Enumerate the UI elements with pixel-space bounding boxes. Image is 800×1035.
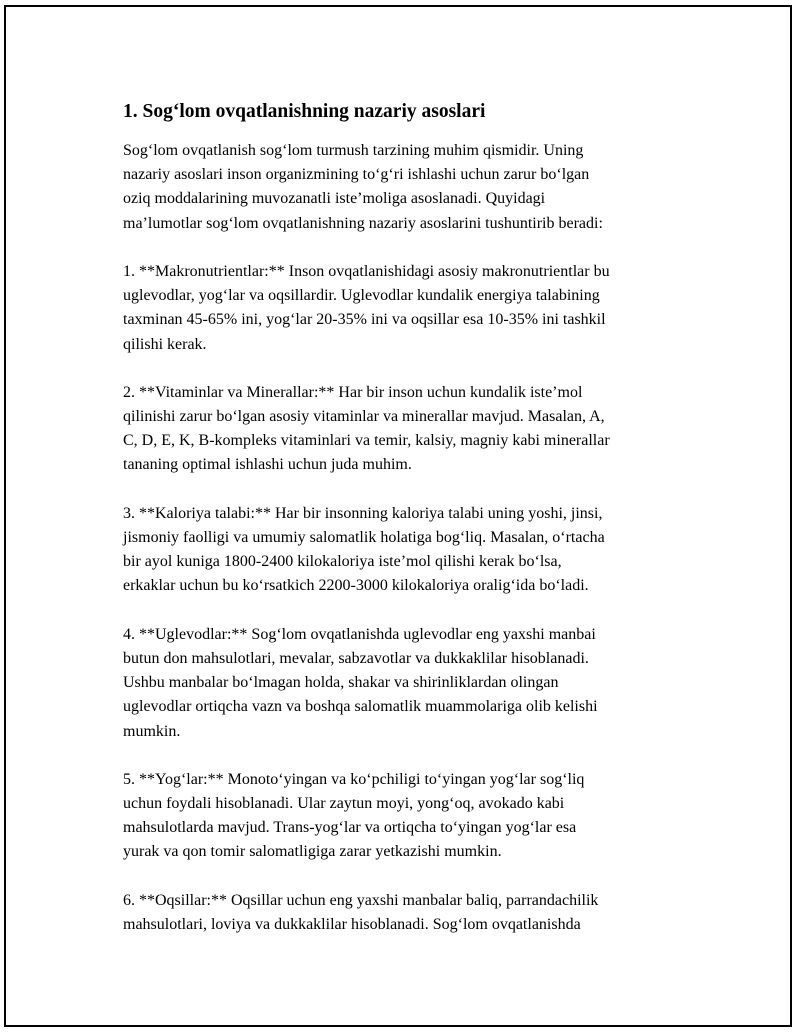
text-line: tananing optimal ishlashi uchun juda muhim. [123,456,412,474]
text-line: oziq moddalarining muvozanatli iste’moliga asoslanadi. Quyidagi [123,190,546,208]
text-line: bir ayol kuniga 1800-2400 kilokaloriya iste’mol qilishi kerak bo‘lsa, [123,553,562,571]
text-line: qilishi kerak. [123,335,207,353]
text-line: mumkin. [123,722,181,740]
text-line: yurak va qon tomir salomatligiga zarar yetkazishi mumkin. [123,843,502,861]
text-line: uglevodlar ortiqcha vazn va boshqa salomatlik muammolariga olib kelishi [123,698,598,716]
text-line: taxminan 45-65% ini, yog‘lar 20-35% ini va oqsillar esa 10-35% ini tashkil [123,311,606,329]
text-line: 4. **Uglevodlar:** Sog‘lom ovqatlanishda uglevodlar eng yaxshi manbai [123,625,596,643]
paragraph-calorie-needs [123,502,703,599]
text-line: mahsulotlari, loviya va dukkaklilar hisoblanadi. Sog‘lom ovqatlanishda [123,916,581,933]
text-line: 1. **Makronutrientlar:** Inson ovqatlanishidagi asosiy makronutrientlar bu [123,262,610,280]
paragraph-fats [123,768,703,865]
text-line: erkaklar uchun bu ko‘rsatkich 2200-3000 kilokaloriya oralig‘ida bo‘ladi. [123,577,589,595]
text-line: 2. **Vitaminlar va Minerallar:** Har bir inson uchun kundalik iste’mol [123,383,583,401]
paragraph-proteins [123,889,703,937]
text-line: qilinishi zarur bo‘lgan asosiy vitaminlar va minerallar mavjud. Masalan, A, [123,408,605,426]
text-line: 3. **Kaloriya talabi:** Har bir insonning kaloriya talabi uning yoshi, jinsi, [123,504,603,522]
text-line: nazariy asoslari inson organizmining to‘g‘ri ishlashi uchun zarur bo‘lgan [123,166,590,184]
text-line: jismoniy faolligi va umumiy salomatlik holatiga bog‘liq. Masalan, o‘rtacha [123,529,605,546]
text-line: butun don mahsulotlari, mevalar, sabzavotlar va dukkaklilar hisoblanadi. [123,649,589,667]
paragraph-intro [123,139,703,236]
section-heading: 1. Sog‘lom ovqatlanishning nazariy asoslari [123,101,486,122]
text-line: 5. **Yog‘lar:** Monoto‘yingan va ko‘pchiligi to‘yingan yog‘lar sog‘liq [123,770,585,788]
text-line: ma’lumotlar sog‘lom ovqatlanishning nazariy asoslarini tushuntirib beradi: [123,214,603,232]
text-line: mahsulotlarda mavjud. Trans-yog‘lar va ortiqcha to‘yingan yog‘lar esa [123,819,577,837]
page-frame [4,5,792,1027]
document-body [123,100,703,937]
text-line: Ushbu manbalar bo‘lmagan holda, shakar va shirinliklardan olingan [123,674,559,692]
text-line: uchun foydali hisoblanadi. Ular zaytun moyi, yong‘oq, avokado kabi [123,795,565,813]
text-line: uglevodlar, yog‘lar va oqsillardir. Uglevodlar kundalik energiya talabining [123,287,600,305]
paragraph-macronutrients [123,260,703,357]
text-line: C, D, E, K, B-kompleks vitaminlari va temir, kalsiy, magniy kabi minerallar [123,432,610,450]
paragraph-vitamins-minerals [123,381,703,478]
paragraph-carbohydrates [123,623,703,744]
text-line: 6. **Oqsillar:** Oqsillar uchun eng yaxshi manbalar baliq, parrandachilik [123,891,599,909]
text-line: Sog‘lom ovqatlanish sog‘lom turmush tarzining muhim qismidir. Uning [123,142,584,159]
